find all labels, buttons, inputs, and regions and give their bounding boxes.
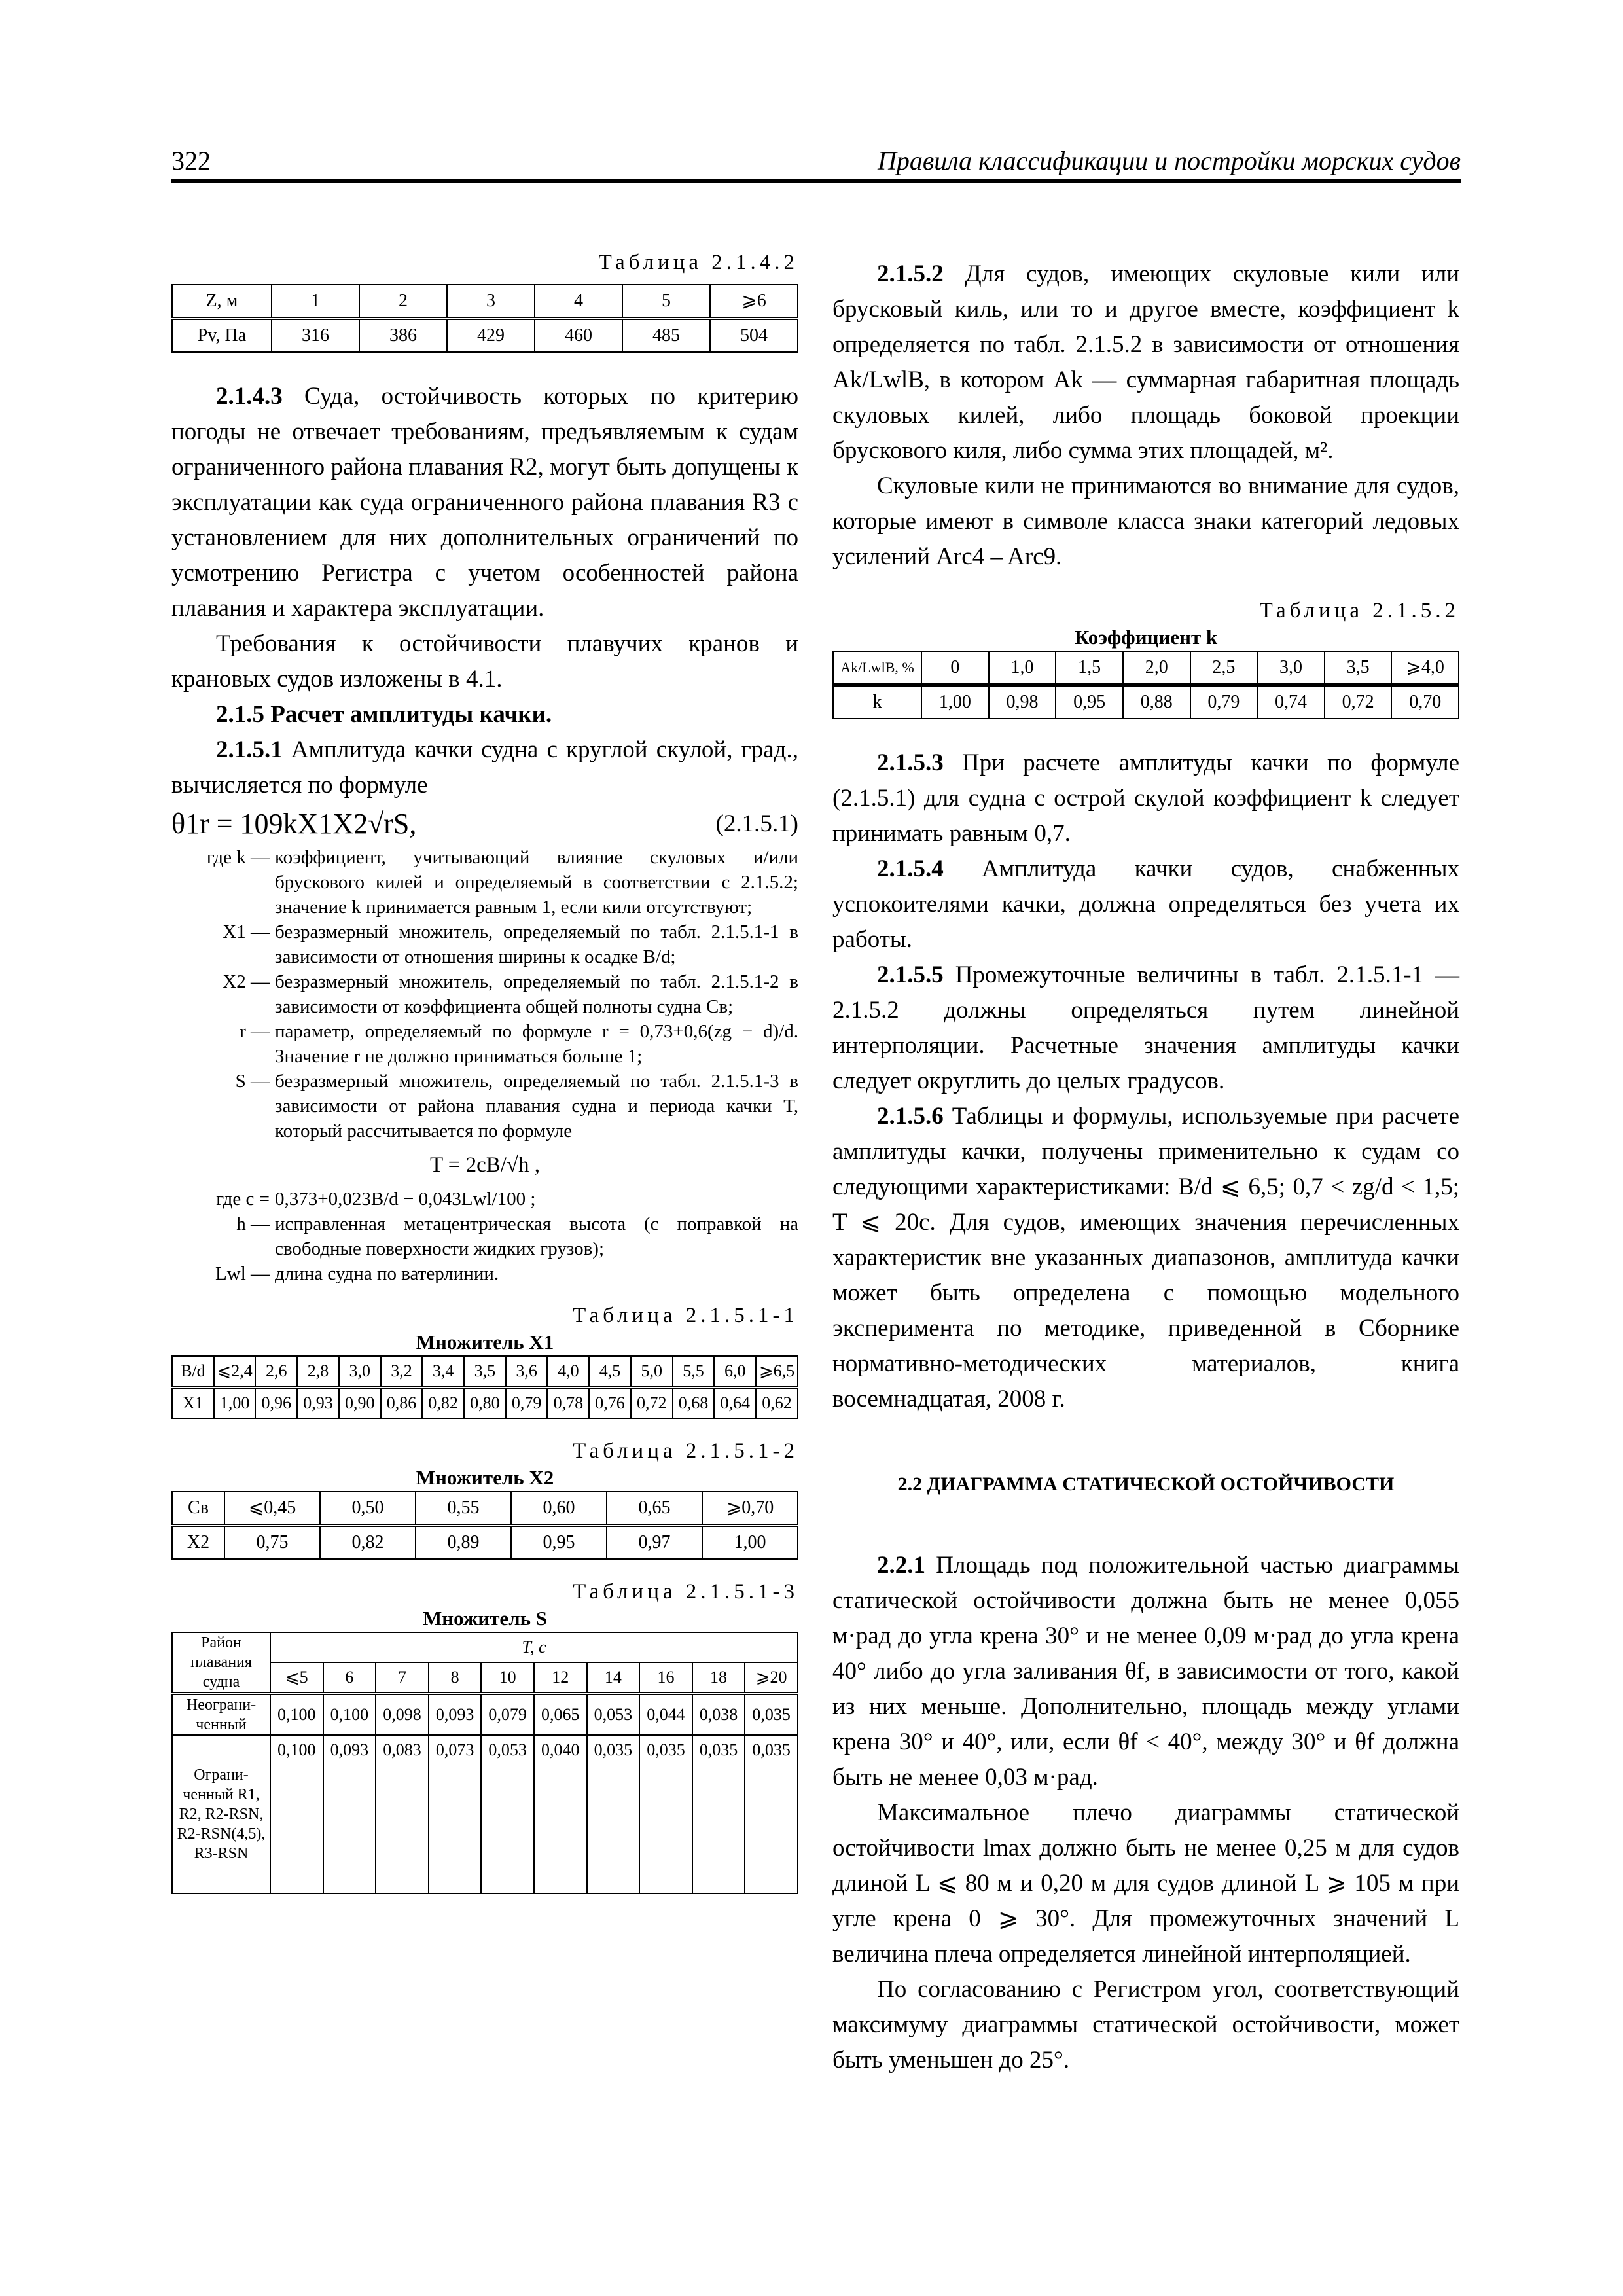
section-heading-2-1-5 — [171, 697, 798, 732]
paragraph-2-1-5-5: 2.1.5.5 Промежуточные величины в табл. 2.1.5.1-1 — 2.1.5.2 должны определяться путем линейной интерполяции. Расчетные значения амплитуды качки следует округлить до целых градусов. — [832, 961, 1459, 1094]
paragraph-text: Для судов, имеющих скуловые кили или брусковый киль, или то и другое вместе, коэффициент k определяется по табл. 2.1.5.2 в зависимости от отношения Ak/LwlB, в котором Ak — суммарная габаритная площадь скуловых килей, либо площадь боковой проекции брускового киля, либо сумма этих площадей, м². — [832, 260, 1460, 464]
table-caption: Таблица 2.1.5.2 — [1259, 599, 1459, 622]
paragraph-2-1-5-2 — [832, 257, 1459, 469]
table-cell: 2 — [359, 285, 447, 319]
paragraph-2-1-4-3 — [171, 379, 798, 626]
clause-number: 2.1.5.5 — [877, 961, 944, 988]
table-cell: 1 — [272, 285, 359, 319]
paragraph-ice-classes: Скуловые кили не принимаются во внимание для судов, которые имеют в символе класса знаки категорий ледовых усилений Arc4 – Arc9. — [832, 473, 1459, 570]
clause-number: 2.1.4.3 — [216, 383, 283, 410]
formula-2-1-5-1 — [171, 803, 798, 845]
formula-expression: θ1r = 109kX1X2√rS, — [171, 808, 417, 840]
clause-number: 2.2.1 — [877, 1552, 925, 1579]
table-title: Множитель X1 — [416, 1331, 554, 1354]
paragraph-2-1-5-3: 2.1.5.3 При расчете амплитуды качки по формуле (2.1.5.1) для судна с острой скулой коэффициент k следует принимать равным 0,7. — [832, 749, 1459, 847]
table-row: X2 0,75 0,82 0,89 0,95 0,97 1,00 — [172, 1526, 798, 1560]
table-2-1-5-1-3 — [171, 1632, 798, 1894]
table-2-1-5-1-2 — [171, 1491, 798, 1560]
table-row: Район плавания судна T, с — [172, 1632, 798, 1662]
page-header — [171, 143, 1461, 183]
section-title: 2.1.5 Расчет амплитуды качки. — [216, 701, 552, 728]
definition-item: где c = 0,373+0,023B/d − 0,043Lwl/100 ; — [216, 1189, 536, 1210]
table-cell: 316 — [272, 319, 359, 353]
table-row — [172, 285, 798, 319]
right-column — [832, 249, 1459, 2078]
table-title: Коэффициент k — [1074, 626, 1218, 649]
table-row: B/d ⩽2,4 2,6 2,8 3,0 3,2 3,4 3,5 3,6 4,0 4,5 5,0 5,5 6,0 ⩾6,5 — [172, 1356, 798, 1388]
clause-number: 2.1.5.1 — [216, 736, 283, 763]
table-cell: Z, м — [172, 285, 272, 319]
table-cell: 4 — [535, 285, 622, 319]
table-cell: 3 — [447, 285, 535, 319]
table-cell: 460 — [535, 319, 622, 353]
table-cell: ⩾6 — [710, 285, 798, 319]
table-row: k 1,00 0,98 0,95 0,88 0,79 0,74 0,72 0,70 — [833, 685, 1459, 719]
table-row — [172, 319, 798, 353]
clause-number: 2.1.5.2 — [877, 260, 944, 287]
table-2-1-4-2 — [171, 284, 798, 353]
paragraph-2-1-5-1 — [171, 732, 798, 803]
table-row: Ak/LwlB, % 0 1,0 1,5 2,0 2,5 3,0 3,5 ⩾4,0 — [833, 651, 1459, 685]
paragraph-text: Суда, остойчивость которых по критерию погоды не отвечает требованиям, предъявляемым к судам ограниченного района плавания R2, могут быть допущены к эксплуатации как суда ограниченного района плавания R3 с установлением для них дополнительных ограничений по усмотрению Регистра с учетом особенностей района плавания и характера эксплуатации. — [171, 383, 799, 622]
definition-item: Lwl — длина судна по ватерлинии. — [215, 1263, 499, 1284]
paragraph-2-1-5-6: 2.1.5.6 Таблицы и формулы, используемые при расчете амплитуды качки, получены применительно к судам со следующими характеристиками: B/d ⩽ 6,5; 0,7 < zg/d < 1,5; T ⩽ 20c. Для судов, имеющих значения перечисленных характеристик вне указанных диапазонов, амплитуда качки может быть определена с помощью модельного эксперимента по методике, приведенной в Сборнике нормативно-методических материалов, книга восемнадцатая, 2008 г. — [832, 1103, 1460, 1412]
paragraph-2-1-5-4: 2.1.5.4 Амплитуда качки судов, снабженных успокоителями качки, должна определяться без учета их работы. — [832, 855, 1459, 953]
table-cell: 5 — [622, 285, 710, 319]
table-cell: 386 — [359, 319, 447, 353]
table-caption: Таблица 2.1.5.1-1 — [573, 1304, 798, 1327]
table-row: Неограни-ченный 0,100 0,100 0,098 0,093 0,079 0,065 0,053 0,044 0,038 0,035 — [172, 1694, 798, 1736]
definition-item: X2 — безразмерный множитель, определяемый по табл. 2.1.5.1-2 в зависимости от коэффициента общей полноты судна Cв; — [223, 971, 798, 1017]
table-row: Ограни-ченный R1, R2, R2-RSN, R2-RSN(4,5), R3-RSN 0,100 0,093 0,083 0,073 0,053 0,040 0,035 0,035 0,035 0,035 — [172, 1735, 798, 1893]
table-row: Cв ⩽0,45 0,50 0,55 0,60 0,65 ⩾0,70 — [172, 1492, 798, 1526]
table-title: Множитель S — [423, 1607, 547, 1630]
clause-number: 2.1.5.4 — [877, 855, 944, 882]
table-cell: 429 — [447, 319, 535, 353]
formula-period: T = 2cB/√h , — [429, 1153, 541, 1177]
definitions-list — [171, 845, 798, 1286]
definition-item: S — безразмерный множитель, определяемый по табл. 2.1.5.1-3 в зависимости от района плавания судна и периода качки T, который рассчитывается по формуле — [235, 1071, 798, 1141]
table-cell: 504 — [710, 319, 798, 353]
page-number: 322 — [171, 146, 211, 175]
formula-number: (2.1.5.1) — [715, 810, 798, 837]
definition-item: где k — коэффициент, учитывающий влияние скуловых и/или брускового килей и определяемый в соответствии с 2.1.5.2; значение k принимается равным 1, если кили отсутствуют; — [206, 847, 798, 918]
definition-item: X1 — безразмерный множитель, определяемый по табл. 2.1.5.1-1 в зависимости от отношения ширины к осадке B/d; — [223, 922, 798, 967]
table-cell: 485 — [622, 319, 710, 353]
definition-item: h — исправленная метацентрическая высота (с поправкой на свободные поверхности жидких грузов); — [236, 1213, 798, 1259]
table-2-1-5-2 — [832, 651, 1459, 719]
paragraph-lmax: Максимальное плечо диаграммы статической остойчивости lmax должно быть не менее 0,25 м для судов длиной L ⩽ 80 м и 0,20 м для судов длиной L ⩾ 105 м при угле крена 0 ⩾ 30°. Для промежуточных значений L величина плеча определяется линейной интерполяцией. — [832, 1799, 1459, 1967]
paragraph-2-2-1: 2.2.1 Площадь под положительной частью диаграммы статической остойчивости должна быть не менее 0,055 м·рад до угла крена 30° и не менее 0,09 м·рад до угла крена 40° либо до угла заливания θf, в зависимости от того, какой из них меньше. Дополнительно, площадь между углами крена 30° и 40°, или, если θf < 40°, между 30° и θf должна быть не менее 0,03 м·рад. — [832, 1552, 1459, 1791]
table-caption: Таблица 2.1.5.1-2 — [573, 1439, 798, 1463]
paragraph-register: По согласованию с Регистром угол, соответствующий максимуму диаграммы статической остойчивости, может быть уменьшен до 25°. — [832, 1976, 1459, 2073]
table-caption: Таблица 2.1.4.2 — [598, 251, 798, 274]
definition-item: r — параметр, определяемый по формуле r = 0,73+0,6(zg − d)/d. Значение r не должно приниматься больше 1; — [240, 1021, 798, 1067]
table-cell: Pv, Па — [172, 319, 272, 353]
table-title: Множитель X2 — [416, 1466, 554, 1489]
paragraph-cranes: Требования к остойчивости плавучих кранов и крановых судов изложены в 4.1. — [171, 630, 798, 692]
section-heading-2-2: 2.2 ДИАГРАММА СТАТИЧЕСКОЙ ОСТОЙЧИВОСТИ — [897, 1473, 1395, 1495]
table-caption: Таблица 2.1.5.1-3 — [573, 1580, 798, 1604]
table-2-1-5-1-1 — [171, 1355, 798, 1419]
clause-number: 2.1.5.6 — [877, 1103, 944, 1130]
table-row: ⩽5 6 7 8 10 12 14 16 18 ⩾20 — [172, 1662, 798, 1694]
paragraph-text: Амплитуда качки судна с круглой скулой, град., вычисляется по формуле — [171, 736, 799, 798]
left-column — [171, 249, 798, 1894]
running-title: Правила классификации и постройки морских судов — [877, 146, 1461, 175]
clause-number: 2.1.5.3 — [877, 749, 944, 776]
table-row: X1 1,00 0,96 0,93 0,90 0,86 0,82 0,80 0,79 0,78 0,76 0,72 0,68 0,64 0,62 — [172, 1388, 798, 1419]
